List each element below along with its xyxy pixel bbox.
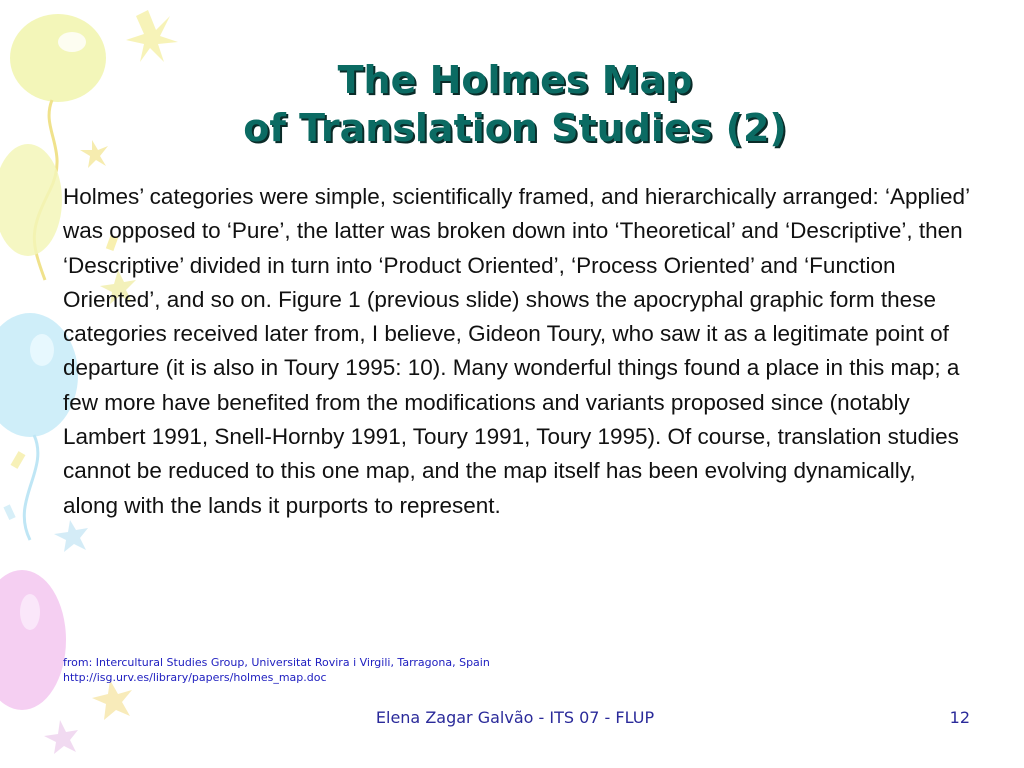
source-url: http://isg.urv.es/library/papers/holmes_map.doc	[63, 671, 327, 684]
confetti-star	[126, 10, 178, 62]
balloon-highlight	[58, 32, 86, 52]
source-line: from: Intercultural Studies Group, Universitat Rovira i Virgili, Tarragona, Spain	[63, 656, 490, 669]
balloon-highlight	[30, 334, 54, 366]
footer-text: Elena Zagar Galvão - ITS 07 - FLUP	[375, 708, 655, 727]
confetti-piece	[3, 504, 15, 520]
page-number: 12	[949, 708, 970, 727]
confetti-star	[44, 720, 78, 754]
balloon-highlight	[20, 594, 40, 630]
confetti-star	[92, 680, 132, 720]
slide-title	[120, 56, 910, 152]
yellow-balloon-top	[10, 14, 106, 102]
confetti-star	[54, 520, 88, 552]
yellow-balloon-left	[0, 144, 62, 256]
confetti-piece	[11, 451, 26, 469]
confetti-star	[80, 140, 108, 168]
title-line-2: of Translation Studies (2)	[243, 106, 787, 150]
body-paragraph: Holmes’ categories were simple, scientifically framed, and hierarchically arranged: ‘Applied’ was opposed to ‘Pure’, the latter was broken down into ‘Theoretical’ and ‘Descriptive’, then ‘Descriptive’ divided in turn into ‘Product Oriented’, ‘Process Oriented’ and ‘Function Oriented’, and so on. Figure 1 (previous slide) shows the apocryphal graphic form these categories received later from, I believe, Gideon Toury, who saw it as a legitimate point of departure (it is also in Toury 1995: 10). Many wonderful things found a place in this map; a few more have benefited from the modifications and variants proposed since (notably Lambert 1991, Snell-Hornby 1991, Toury 1991, Toury 1995). Of course, translation studies cannot be reduced to this one map, and the map itself has been evolving dynamically, along with the lands it purports to represent.	[63, 184, 970, 518]
pink-balloon	[0, 570, 66, 710]
source-citation	[63, 655, 763, 685]
balloon-string	[24, 435, 38, 540]
title-line-1: The Holmes Map	[337, 58, 693, 102]
